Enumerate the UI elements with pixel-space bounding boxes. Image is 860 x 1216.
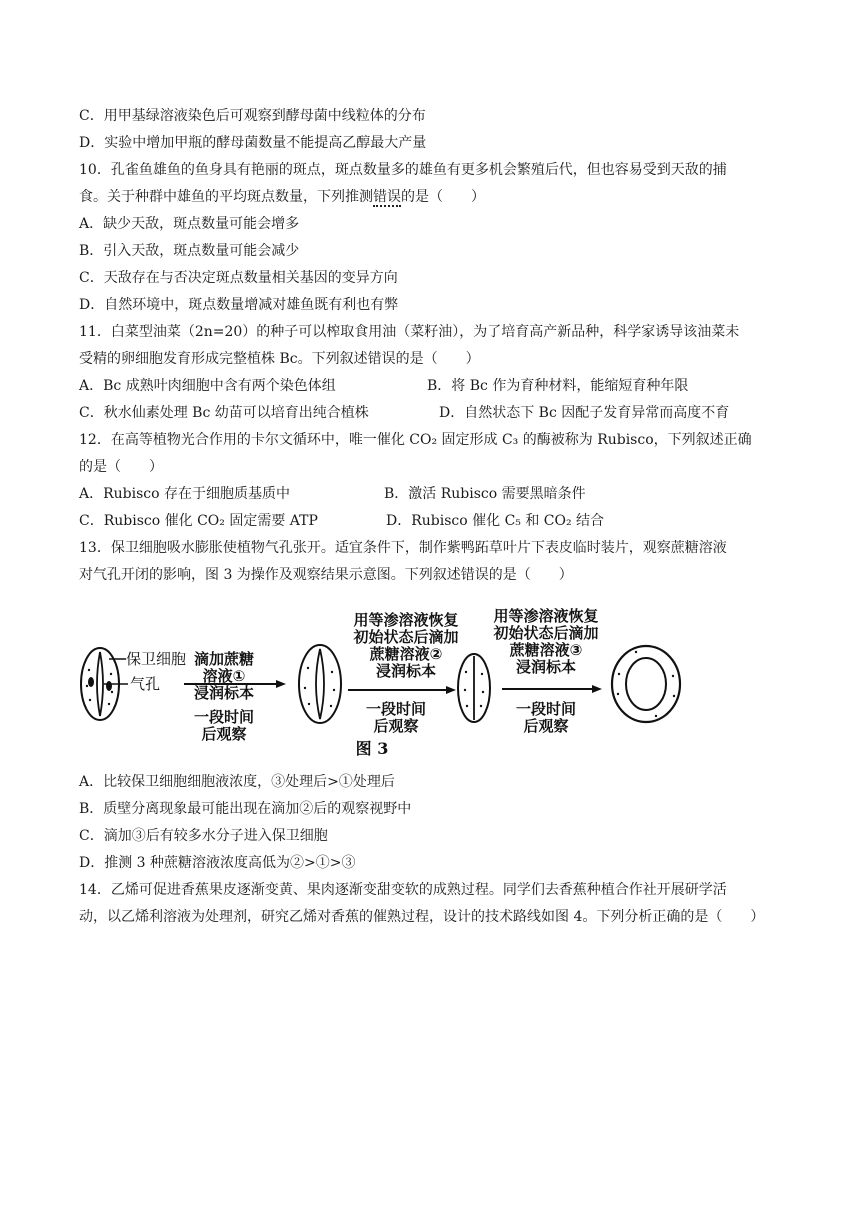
step2-line2: 初始状态后滴加 <box>353 628 459 646</box>
q13-stem-line1: 13．保卫细胞吸水膨胀使植物气孔张开。适宜条件下，制作紫鸭跖草叶片下表皮临时装片，观察蔗糖溶液 <box>79 540 727 556</box>
q11-option-d: D．自然状态下 Bc 因配子发育异常而高度不育 <box>439 405 730 421</box>
guard-cell-after-3 <box>612 646 680 722</box>
q10-option-a: A．缺少天敌，斑点数量可能会增多 <box>79 216 300 232</box>
step3-line4: 浸润标本 <box>515 658 577 676</box>
q13-option-b: B．质壁分离现象最可能出现在滴加②后的观察视野中 <box>79 801 412 817</box>
q14-stem-line1: 14．乙烯可促进香蕉果皮逐渐变黄、果肉逐渐变甜变软的成熟过程。同学们去香蕉种植合作社开展研学活 <box>79 882 727 898</box>
figure-3-diagram <box>76 596 686 764</box>
q10-stem-line1: 10．孔雀鱼雄鱼的鱼身具有艳丽的斑点，斑点数量多的雄鱼有更多机会繁殖后代，但也容易受到天敌的捕 <box>79 162 727 178</box>
q10-option-b: B．引入天敌，斑点数量可能会减少 <box>79 243 300 259</box>
step2-line4: 浸润标本 <box>375 662 437 680</box>
emphasis-mark: 错误 <box>373 189 401 205</box>
q11-option-c: C．秋水仙素处理 Bc 幼苗可以培育出纯合植株 <box>79 405 369 421</box>
step3-line3: 蔗糖溶液③ <box>509 641 583 659</box>
step2-line3: 蔗糖溶液② <box>369 645 443 663</box>
step3-line1: 用等渗溶液恢复 <box>493 607 599 625</box>
step3-line2: 初始状态后滴加 <box>493 624 599 642</box>
step1-after-line1: 一段时间 <box>193 708 255 726</box>
q13-option-c: C．滴加③后有较多水分子进入保卫细胞 <box>79 828 328 844</box>
q13-option-a: A．比较保卫细胞细胞液浓度，③处理后>①处理后 <box>79 774 395 790</box>
figure-3 <box>76 596 686 764</box>
step2-line1: 用等渗溶液恢复 <box>353 611 459 629</box>
step2-after-line1: 一段时间 <box>365 700 427 718</box>
q11-stem-line1: 11．白菜型油菜（2n=20）的种子可以榨取食用油（菜籽油），为了培育高产新品种，科学家诱导该油菜未 <box>79 324 740 340</box>
arrow-2-head <box>446 686 456 694</box>
label-pore: 气孔 <box>130 675 161 693</box>
q12-option-b: B．激活 Rubisco 需要黑暗条件 <box>384 486 586 502</box>
step1-line1: 滴加蔗糖 <box>193 650 255 668</box>
q10-option-d: D．自然环境中，斑点数量增减对雄鱼既有利也有弊 <box>79 297 399 313</box>
q12-stem-line1: 12．在高等植物光合作用的卡尔文循环中，唯一催化 CO₂ 固定形成 C₃ 的酶被称为 Rubisco，下列叙述正确 <box>79 432 752 448</box>
arrow-3-head <box>592 685 602 693</box>
q10-stem-line2: 食。关于种群中雄鱼的平均斑点数量，下列推测错误的是（ ） <box>79 189 485 205</box>
q9-option-d: D．实验中增加甲瓶的酵母菌数量不能提高乙醇最大产量 <box>79 135 427 151</box>
step1-line3: 浸润标本 <box>193 684 255 702</box>
step3-after-line2: 后观察 <box>523 717 569 735</box>
q12-stem-line2: 的是（ ） <box>79 459 163 475</box>
q13-option-d: D．推测 3 种蔗糖溶液浓度高低为②>①>③ <box>79 855 356 871</box>
figure-caption: 图 3 <box>355 739 389 758</box>
q14-stem-line2: 动，以乙烯利溶液为处理剂，研究乙烯对香蕉的催熟过程，设计的技术路线如图 4。下列分析正确的是（ ） <box>79 909 765 925</box>
guard-cell-after-2 <box>458 654 490 722</box>
step2-after-line2: 后观察 <box>373 717 419 735</box>
q9-option-c: C．用甲基绿溶液染色后可观察到酵母菌中线粒体的分布 <box>79 108 426 124</box>
arrow-1-head <box>276 680 286 688</box>
q13-stem-line2: 对气孔开闭的影响，图 3 为操作及观察结果示意图。下列叙述错误的是（ ） <box>79 567 573 583</box>
q11-stem-line2: 受精的卵细胞发育形成完整植株 Bc。下列叙述错误的是（ ） <box>79 351 480 367</box>
label-guard-cell: 保卫细胞 <box>126 650 187 668</box>
q11-option-b: B．将 Bc 作为育种材料，能缩短育种年限 <box>427 378 689 394</box>
q10-option-c: C．天敌存在与否决定斑点数量相关基因的变异方向 <box>79 270 398 286</box>
step1-after-line2: 后观察 <box>201 725 247 743</box>
step3-after-line1: 一段时间 <box>515 700 577 718</box>
q11-option-a: A．Bc 成熟叶肉细胞中含有两个染色体组 <box>79 378 336 394</box>
step1-line2: 溶液① <box>202 667 246 685</box>
q12-option-c: C．Rubisco 催化 CO₂ 固定需要 ATP <box>79 513 318 529</box>
guard-cell-after-1 <box>299 645 341 723</box>
q12-option-a: A．Rubisco 存在于细胞质基质中 <box>79 486 291 502</box>
q12-option-d: D．Rubisco 催化 C₅ 和 CO₂ 结合 <box>386 513 605 529</box>
